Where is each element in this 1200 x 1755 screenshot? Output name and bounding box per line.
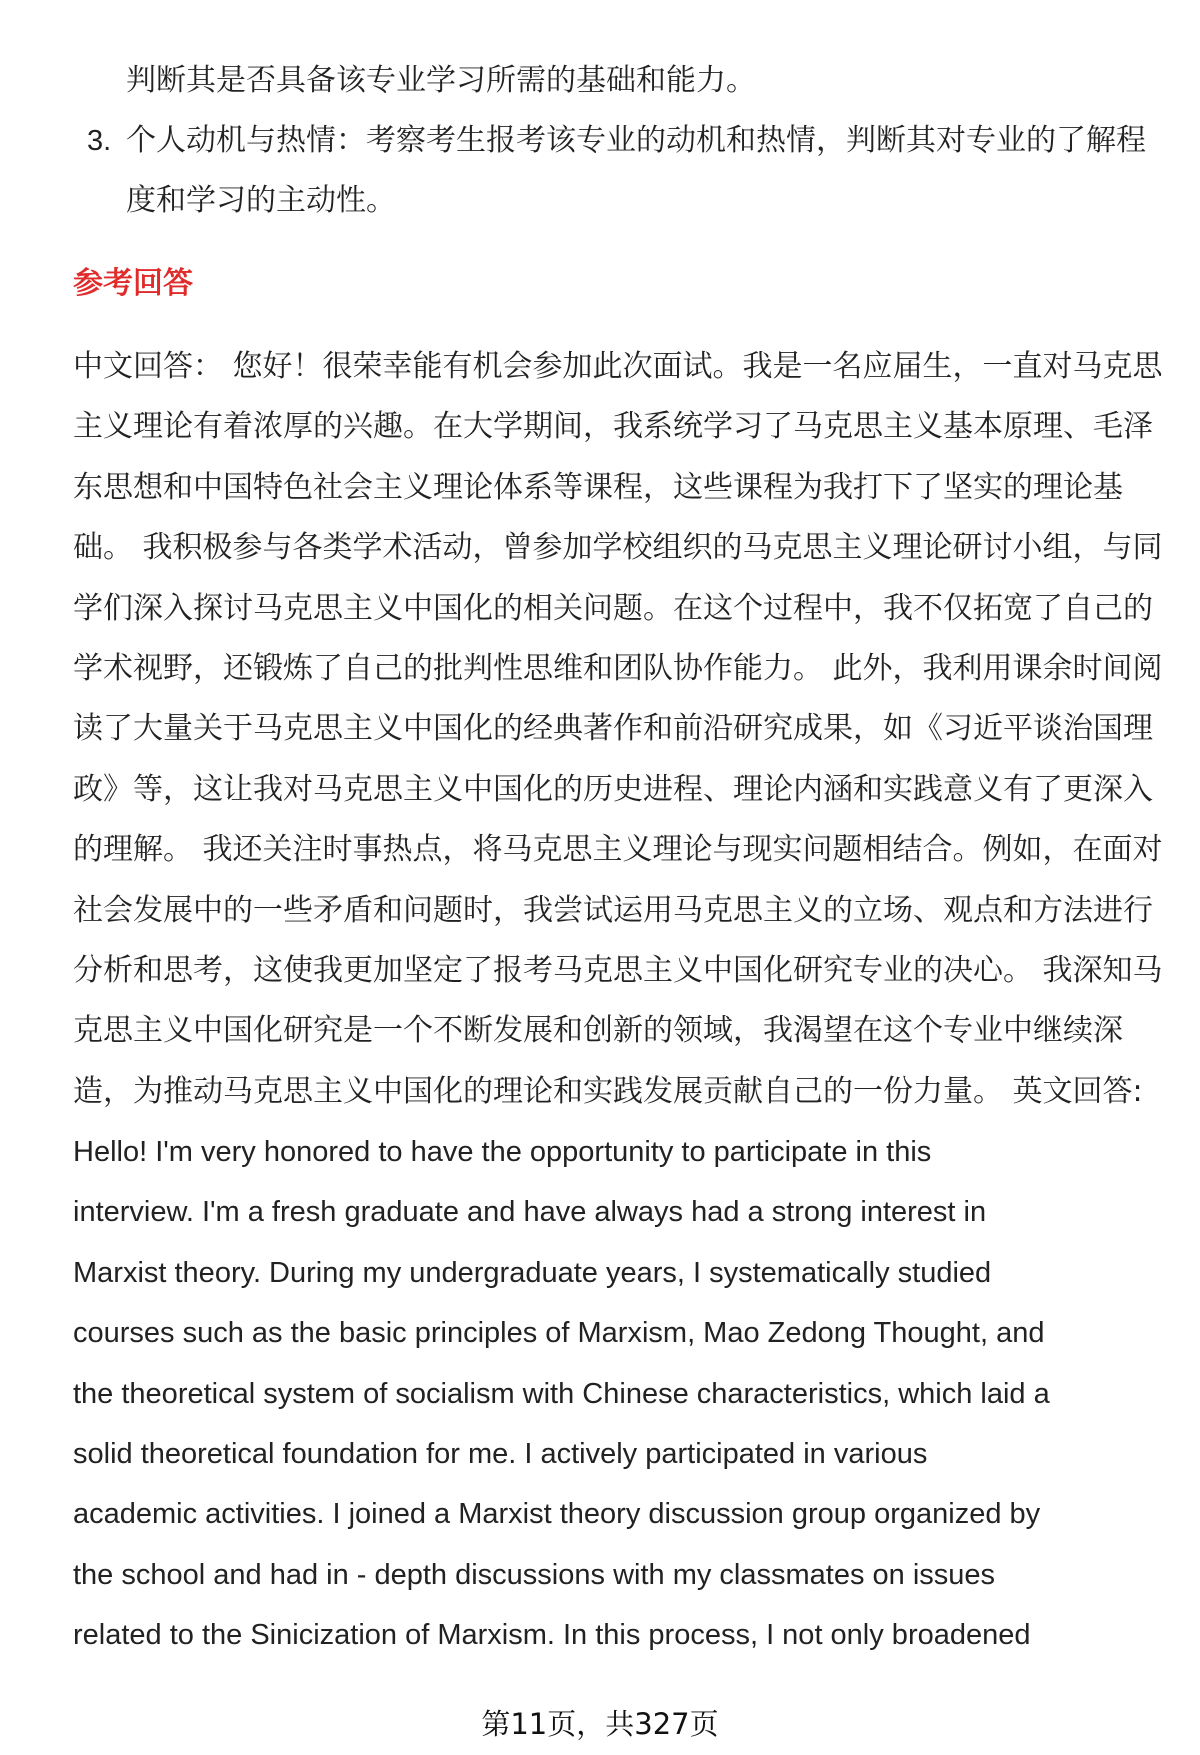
answer-line: 读了大量关于马克思主义中国化的经典著作和前沿研究成果，如《习近平谈治国理 (73, 711, 1153, 747)
answer-line: the school and had in - depth discussions with my classmates on issues (73, 1558, 996, 1591)
list-item-text-line: 度和学习的主动性。 (126, 183, 396, 218)
answer-line: Marxist theory. During my undergraduate years, I systematically studied (73, 1256, 992, 1289)
answer-line: 政》等，这让我对马克思主义中国化的历史进程、理论内涵和实践意义有了更深入 (73, 771, 1153, 807)
page-number-footer: 第11页，共327页 (481, 1707, 719, 1741)
answer-line: solid theoretical foundation for me. I actively participated in various (73, 1438, 928, 1471)
answer-line: 中文回答： 您好！很荣幸能有机会参加此次面试。我是一名应届生，一直对马克思 (73, 349, 1163, 384)
answer-line: academic activities. I joined a Marxist theory discussion group organized by (73, 1498, 1041, 1531)
answer-line: Hello! I'm very honored to have the opportunity to participate in this (73, 1136, 932, 1169)
answer-line: 社会发展中的一些矛盾和问题时，我尝试运用马克思主义的立场、观点和方法进行 (73, 892, 1153, 928)
answer-body (73, 337, 1183, 1666)
answer-line: 学术视野，还锻炼了自己的批判性思维和团队协作能力。 此外，我利用课余时间阅 (73, 650, 1163, 686)
answer-line: the theoretical system of socialism with Chinese characteristics, which laid a (73, 1377, 1050, 1410)
answer-line: courses such as the basic principles of Marxism, Mao Zedong Thought, and (73, 1317, 1045, 1350)
answer-line: 主义理论有着浓厚的兴趣。在大学期间，我系统学习了马克思主义基本原理、毛泽 (73, 409, 1153, 445)
answer-line: 克思主义中国化研究是一个不断发展和创新的领域，我渴望在这个专业中继续深 (73, 1013, 1123, 1049)
answer-line: 分析和思考，这使我更加坚定了报考马克思主义中国化研究专业的决心。 我深知马 (73, 952, 1163, 988)
answer-line: 东思想和中国特色社会主义理论体系等课程，这些课程为我打下了坚实的理论基 (73, 469, 1123, 505)
answer-line: 的理解。 我还关注时事热点，将马克思主义理论与现实问题相结合。例如，在面对 (73, 832, 1163, 868)
list-item-continuation: 判断其是否具备该专业学习所需的基础和能力。 (126, 63, 756, 98)
list-item-number: 3. (87, 125, 112, 157)
list-item-text-line: 个人动机与热情：考察考生报考该专业的动机和热情，判断其对专业的了解程 (126, 123, 1146, 158)
answer-line: 学们深入探讨马克思主义中国化的相关问题。在这个过程中，我不仅拓宽了自己的 (73, 590, 1153, 626)
answer-line: interview. I'm a fresh graduate and have always had a strong interest in (73, 1196, 987, 1229)
answer-line: 造，为推动马克思主义中国化的理论和实践发展贡献自己的一份力量。 英文回答: (73, 1073, 1143, 1109)
answer-line: related to the Sinicization of Marxism. In this process, I not only broadened (73, 1619, 1031, 1652)
answer-line: 础。 我积极参与各类学术活动，曾参加学校组织的马克思主义理论研讨小组，与同 (73, 530, 1163, 566)
section-heading: 参考回答 (73, 266, 193, 301)
